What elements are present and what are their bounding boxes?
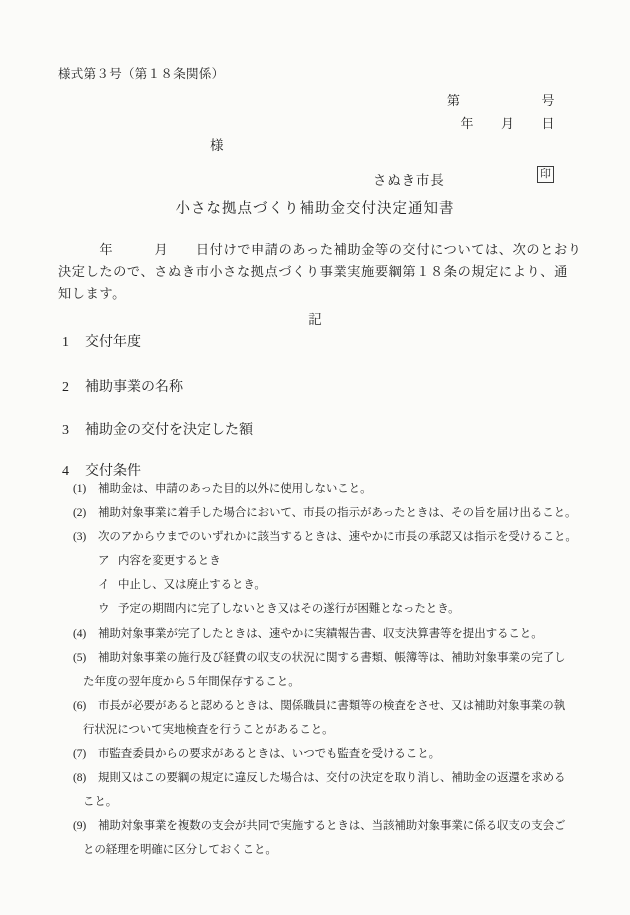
condition-item (58, 814, 624, 838)
item-label: 補助事業の名称 (85, 380, 183, 395)
sub-item-number: ウ (98, 603, 110, 616)
condition-text: 規則又はこの要綱の規定に違反した場合は、交付の決定を取り消し、補助金の返還を求める (98, 772, 566, 785)
condition-item (58, 477, 624, 501)
condition-number: (1) (73, 483, 87, 495)
condition-text: 補助対象事業に着手した場合において、市長の指示があったときは、その旨を届け出ること。 (98, 507, 577, 520)
condition-sub-item (58, 597, 624, 621)
sub-item-text: 予定の期間内に完了しないとき又はその遂行が困難となったとき。 (118, 603, 460, 616)
condition-text-continuation: こと。 (83, 796, 118, 809)
sender-name: さぬき市長 (373, 173, 445, 188)
intro-paragraph (58, 239, 592, 305)
condition-item (58, 646, 624, 670)
condition-number: (6) (73, 699, 87, 712)
item-label: 交付条件 (85, 464, 141, 479)
condition-text: 補助対象事業が完了したときは、速やかに実績報告書、収支決算書等を提出すること。 (98, 627, 543, 640)
conditions-list (58, 477, 624, 863)
document-number-line: 第 号 (446, 93, 555, 108)
item-number: 2 (62, 380, 69, 395)
condition-text: 補助対象事業を複数の支会が共同で実施するときは、当該補助対象事業に係る収支の支会ご (98, 820, 566, 833)
intro-line: 知します。 (58, 286, 126, 301)
condition-text: 市長が必要があると認めるときは、関係職員に書類等の検査をさせ、又は補助対象事業の執 (98, 699, 566, 712)
condition-text: 補助対象事業の施行及び経費の収支の状況に関する書類、帳簿等は、補助対象事業の完了し (98, 651, 566, 664)
condition-text: 市監査委員からの要求があるときは、いつでも監査を受けること。 (98, 748, 440, 761)
item-number: 3 (62, 423, 69, 438)
condition-sub-item (58, 549, 624, 573)
seal-stamp-icon: 印 (537, 166, 554, 183)
condition-item (58, 622, 624, 646)
condition-item (58, 694, 624, 718)
addressee-suffix: 様 (210, 138, 224, 153)
intro-line: 決定したので、さぬき市小さな拠点づくり事業実施要綱第１８条の規定により、通 (58, 264, 568, 279)
item-number: 1 (62, 335, 69, 350)
condition-text-continuation: 行状況について実地検査を行うことがあること。 (83, 723, 334, 736)
item-label: 交付年度 (85, 335, 141, 350)
list-item (62, 419, 253, 439)
sub-item-number: ア (98, 555, 110, 568)
condition-number: (7) (73, 748, 87, 761)
condition-text-continuation: との経理を明確に区分しておくこと。 (83, 844, 277, 857)
condition-text-continuation: た年度の翌年度から５年間保存すること。 (83, 675, 300, 688)
condition-item (58, 766, 624, 790)
condition-item (58, 742, 624, 766)
sender-row (0, 165, 630, 188)
condition-number: (2) (73, 507, 87, 520)
document-title: 小さな拠点づくり補助金交付決定通知書 (175, 201, 455, 217)
sub-item-text: 内容を変更するとき (118, 555, 221, 568)
condition-number: (4) (73, 627, 87, 640)
sub-item-number: イ (98, 579, 110, 592)
condition-item (58, 501, 624, 525)
condition-sub-item (58, 573, 624, 597)
list-item (62, 331, 141, 351)
list-item (62, 376, 183, 396)
condition-number: (5) (73, 651, 87, 664)
form-number-label: 様式第３号（第１８条関係） (58, 67, 225, 81)
document-number-date-block (447, 90, 555, 135)
condition-number: (3) (73, 531, 87, 544)
item-number: 4 (62, 464, 69, 479)
condition-text: 補助金は、申請のあった目的以外に使用しないこと。 (98, 483, 372, 495)
condition-text: 次のアからウまでのいずれかに該当するときは、速やかに市長の承認又は指示を受けること。 (98, 531, 577, 544)
condition-number: (8) (73, 772, 87, 785)
intro-line: 年 月 日付けで申請のあった補助金等の交付については、次のとおり (58, 242, 582, 257)
condition-item (58, 525, 624, 549)
condition-number: (9) (73, 820, 87, 833)
sub-item-text: 中止し、又は廃止するとき。 (118, 579, 266, 592)
date-line: 年 月 日 (460, 115, 555, 131)
item-label: 補助金の交付を決定した額 (85, 423, 253, 438)
ki-marker: 記 (308, 312, 322, 327)
